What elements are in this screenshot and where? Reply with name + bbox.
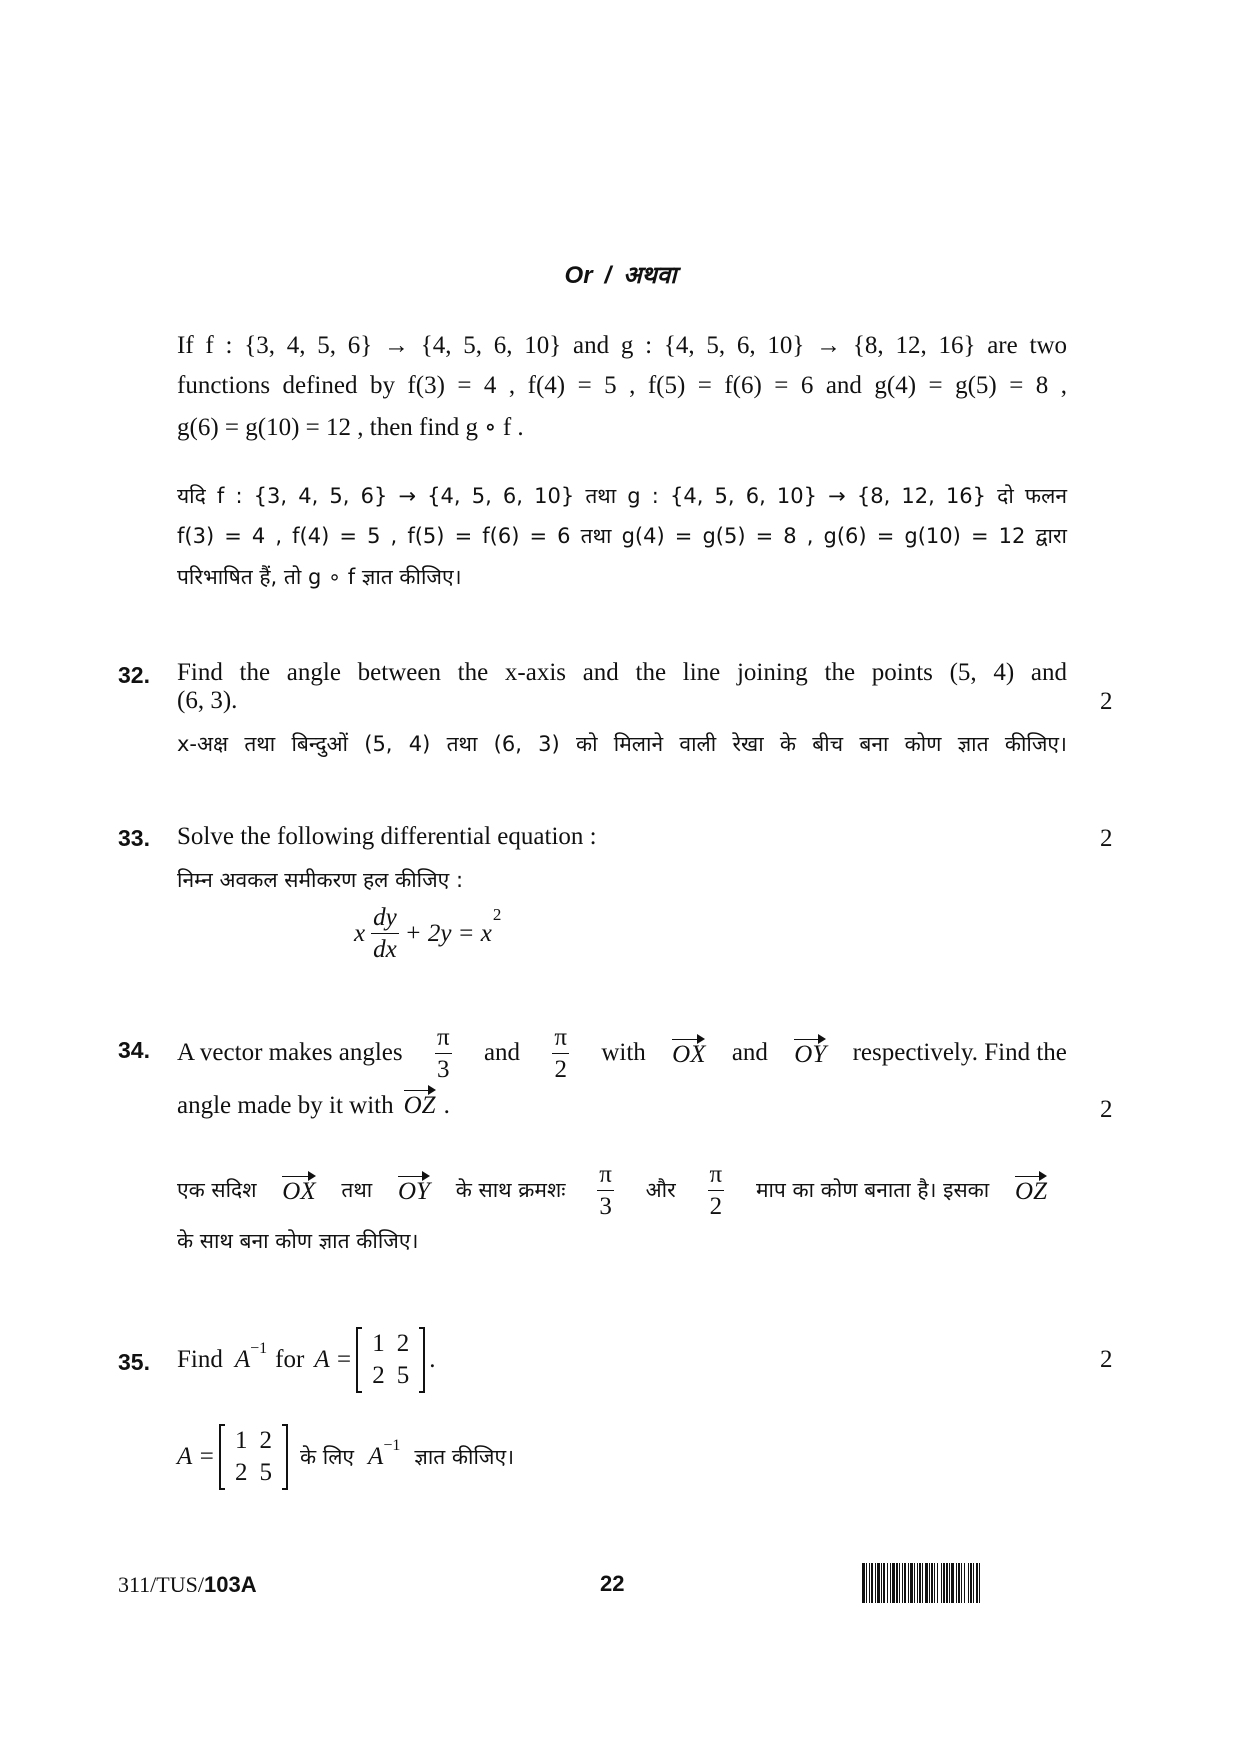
q31-or-hi-line-2: f(3) = 4 , f(4) = 5 , f(5) = f(6) = 6 तथा g(4) = g(5) = 8 , g(6) = g(10) = 12 द्वारा <box>177 524 1067 548</box>
q34-en-with: with <box>601 1039 646 1066</box>
q31-or-en-line-2: functions defined by f(3) = 4 , f(4) = 5 , f(5) = f(6) = 6 and g(4) = g(5) = 8 , <box>177 372 1067 399</box>
q34-hi-line-2: के साथ बना कोण ज्ञात कीजिए। <box>177 1229 419 1253</box>
q34-en-frac-2-den: 2 <box>554 1055 567 1083</box>
q34-en-frac-1-den: 3 <box>437 1055 450 1083</box>
q32-en-line-2: (6, 3). <box>177 687 238 714</box>
q35-hi-c: A <box>368 1443 384 1470</box>
q34-en-a: A vector makes angles <box>177 1039 403 1066</box>
q34-en-line-2-text: angle made by it with <box>177 1092 394 1119</box>
q33-marks: 2 <box>1100 825 1113 852</box>
q34-number: 34. <box>118 1037 150 1063</box>
q34-en-vector-oz: OZ <box>404 1088 436 1120</box>
q34-hi-frac-1-num: π <box>597 1162 614 1191</box>
q34-en-line-1 <box>177 1025 1067 1081</box>
q35-hi-d: ज्ञात कीजिए। <box>414 1445 515 1469</box>
q32-number: 32. <box>118 662 150 688</box>
q34-hi-frac-2-den: 2 <box>709 1192 723 1220</box>
q32-hi: x-अक्ष तथा बिन्दुओं (5, 4) तथा (6, 3) को मिलाने वाली रेखा के बीच बना कोण ज्ञात कीजिए। <box>177 732 1067 756</box>
q34-en-dot: . <box>443 1092 450 1119</box>
q33-eq-den: dx <box>373 936 397 963</box>
q35-number: 35. <box>118 1349 150 1375</box>
q33-equation <box>354 905 501 962</box>
q34-en-frac-1 <box>435 1025 452 1082</box>
q34-en-and2: and <box>731 1039 768 1066</box>
barcode <box>862 1563 1122 1603</box>
q35-en-dot: . <box>429 1346 436 1373</box>
q35-en-for: for <box>275 1346 305 1373</box>
or-heading-en: Or <box>564 262 593 289</box>
q35-hi-a: A = <box>177 1443 215 1470</box>
q35-en-m11: 1 <box>372 1330 385 1357</box>
q35-en-a: A <box>234 1346 251 1373</box>
q34-en-frac-2 <box>552 1025 569 1082</box>
q35-en-matrix <box>356 1327 425 1393</box>
q35-en-find: Find <box>177 1346 223 1373</box>
q35-marks: 2 <box>1100 1346 1113 1373</box>
q35-hi-b: के लिए <box>299 1445 355 1469</box>
q35-hi-m12: 2 <box>259 1427 272 1454</box>
or-heading-slash: / <box>604 262 612 289</box>
q34-en-and1: and <box>483 1039 521 1066</box>
q35-en-a2: A = <box>314 1346 353 1373</box>
q35-hi-m11: 1 <box>234 1427 248 1454</box>
q34-en-line-2 <box>177 1088 450 1120</box>
q34-hi-c: माप का कोण बनाता है। इसका <box>755 1178 990 1202</box>
q32-marks: 2 <box>1100 688 1113 715</box>
q34-en-vector-oy: OY <box>794 1037 826 1069</box>
q34-hi-frac-1 <box>597 1162 614 1219</box>
footer-code-bold: 103A <box>203 1572 257 1597</box>
q33-eq-lead: x <box>354 919 366 947</box>
or-heading-hi: अथवा <box>623 261 677 289</box>
q33-eq-num: dy <box>371 905 399 934</box>
q35-en-m12: 2 <box>396 1330 410 1357</box>
q33-hi: निम्न अवकल समीकरण हल कीजिए : <box>177 868 464 892</box>
q31-or-en-line-3: g(6) = g(10) = 12 , then find g ∘ f . <box>177 414 524 441</box>
q35-hi-inv: −1 <box>383 1437 401 1454</box>
q34-en-tail: respectively. Find the <box>852 1039 1067 1066</box>
footer-code-prefix: 311/TUS/ <box>118 1572 204 1597</box>
q34-hi-b: के साथ क्रमशः <box>455 1178 566 1202</box>
q35-en <box>177 1328 436 1392</box>
q34-hi-line-1 <box>177 1162 1047 1218</box>
q34-hi-frac-1-den: 3 <box>599 1192 612 1220</box>
q33-en: Solve the following differential equation : <box>177 823 597 850</box>
q34-hi-vector-oy: OY <box>398 1174 430 1206</box>
q35-hi-m21: 2 <box>234 1459 248 1486</box>
q34-en-frac-1-num: π <box>435 1025 452 1054</box>
or-heading <box>0 258 1241 291</box>
q32-en-line-1: Find the angle between the x-axis and the line joining the points (5, 4) and <box>177 659 1067 686</box>
q33-eq-fraction <box>371 905 399 962</box>
q31-or-hi-line-1: यदि f : {3, 4, 5, 6} → {4, 5, 6, 10} तथा g : {4, 5, 6, 10} → {8, 12, 16} दो फलन <box>177 484 1067 508</box>
q34-hi-aur: और <box>645 1178 676 1202</box>
q34-hi-frac-2 <box>708 1162 725 1219</box>
q34-hi-frac-2-num: π <box>708 1162 725 1191</box>
footer-code <box>118 1572 257 1598</box>
q35-en-inv: −1 <box>250 1340 268 1357</box>
q34-en-frac-2-num: π <box>552 1025 569 1054</box>
q35-hi <box>177 1425 514 1489</box>
q35-en-m21: 2 <box>372 1362 385 1389</box>
q34-hi-tatha: तथा <box>341 1178 373 1202</box>
q31-or-en-line-1: If f : {3, 4, 5, 6} → {4, 5, 6, 10} and g : {4, 5, 6, 10} → {8, 12, 16} are two <box>177 332 1067 359</box>
q34-en-vector-ox: OX <box>672 1037 705 1069</box>
q33-number: 33. <box>118 825 150 851</box>
q35-hi-m22: 5 <box>259 1459 272 1486</box>
q34-hi-a: एक सदिश <box>177 1178 257 1202</box>
q33-eq-exp: 2 <box>492 905 502 924</box>
q34-hi-vector-ox: OX <box>282 1174 315 1206</box>
q34-hi-vector-oz: OZ <box>1015 1174 1047 1206</box>
q35-en-m22: 5 <box>396 1362 410 1389</box>
q35-hi-matrix <box>219 1424 288 1490</box>
q31-or-hi-line-3: परिभाषित हैं, तो g ∘ f ज्ञात कीजिए। <box>177 565 462 589</box>
q34-marks: 2 <box>1100 1096 1113 1123</box>
page-number: 22 <box>600 1571 625 1596</box>
q33-eq-rest: + 2y = x <box>404 919 492 947</box>
